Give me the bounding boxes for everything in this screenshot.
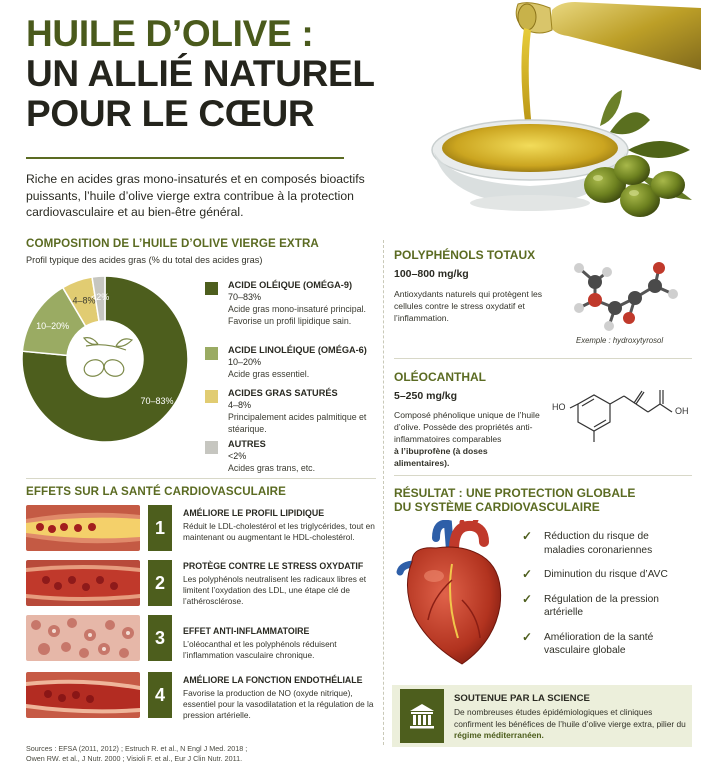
oleocanthal-ho-label: HO [552, 402, 566, 412]
effect-title: AMÉLIORE LA FONCTION ENDOTHÉLIALE [183, 675, 363, 685]
legend-percent: 4–8% [228, 400, 252, 410]
legend-description: Acide gras mono-insaturé principal. Favorise un profil lipidique sain. [228, 304, 366, 326]
effects-heading: EFFETS SUR LA SANTÉ CARDIOVASCULAIRE [26, 485, 286, 498]
effect-item [183, 508, 378, 543]
institution-icon [400, 689, 444, 743]
artery-oxidative-image [26, 560, 140, 606]
slice-oleic-label: 70–83% [140, 396, 174, 406]
checkmark-icon: ✓ [522, 629, 533, 644]
checklist-item [520, 593, 690, 620]
artery-lipid-image [26, 505, 140, 551]
effect-description: Les polyphénols neutralisent les radicaux libres et limitent l’oxydation des LDL, une étape clé de l’athérosclérose. [183, 574, 367, 607]
science-text [454, 693, 686, 742]
fatty-acid-donut-chart [22, 276, 188, 442]
oleocanthal-description [394, 409, 544, 469]
columns-building-icon [407, 701, 437, 731]
effect-item [183, 626, 378, 661]
legend-item-oleic [205, 280, 375, 327]
legend-swatch [205, 390, 218, 403]
legend-percent: <2% [228, 451, 247, 461]
effect-description: Favorise la production de NO (oxyde nitrique), essentiel pour la vasodilatation et la régulation de la pression artérielle. [183, 688, 374, 721]
sources-line-1: Sources : EFSA (2011, 2012) ; Estruch R. et al., N Engl J Med. 2018 ; [26, 744, 248, 753]
legend-item-saturated [205, 388, 375, 435]
slice-linoleic-label: 10–20% [36, 320, 70, 331]
oleocanthal-description-text: Composé phénolique unique de l’huile d’olive. Possède des propriétés anti-inflammatoires comparables [394, 410, 540, 444]
benefits-checklist [520, 530, 690, 669]
molecule-caption: Exemple : hydroxytyrosol [576, 336, 664, 345]
checkmark-icon: ✓ [522, 529, 533, 543]
effect-title: PROTÈGE CONTRE LE STRESS OXYDATIF [183, 561, 364, 571]
composition-subheading: Profil typique des acides gras (% du total des acides gras) [26, 255, 263, 265]
section-divider [394, 475, 692, 476]
science-title: SOUTENUE PAR LA SCIENCE [454, 693, 590, 704]
checklist-item-text: Réduction du risque de maladies coronariennes [544, 531, 653, 556]
legend-description: Principalement acides palmitique et stéarique. [228, 412, 367, 434]
effect-number: 1 [148, 505, 172, 551]
legend-item-others [205, 439, 375, 474]
section-divider [394, 358, 692, 359]
checklist-item-text: Régulation de la pression artérielle [544, 593, 659, 618]
effect-title: AMÉLIORE LE PROFIL LIPIDIQUE [183, 508, 325, 518]
result-heading-line-1: RÉSULTAT : UNE PROTECTION GLOBALE [394, 486, 636, 500]
polyphenols-amount: 100–800 mg/kg [394, 268, 469, 280]
oleocanthal-heading: OLÉOCANTHAL [394, 370, 486, 384]
inflammation-cells-image [26, 615, 140, 661]
polyphenols-heading: POLYPHÉNOLS TOTAUX [394, 248, 536, 262]
artery-endothelial-image [26, 672, 140, 718]
effect-description: L’oléocanthal et les polyphénols réduisent l’inflammation vasculaire chronique. [183, 639, 337, 661]
legend-percent: 70–83% [228, 292, 262, 302]
science-description-bold: régime méditerranéen. [454, 730, 544, 740]
column-divider [383, 240, 384, 745]
science-description [454, 707, 686, 742]
heart-anatomy-image [392, 520, 512, 670]
legend-title: AUTRES [228, 439, 266, 449]
legend-swatch [205, 282, 218, 295]
page-title [26, 14, 406, 134]
slice-saturated-label: 4–8% [72, 295, 96, 306]
section-divider [26, 478, 376, 479]
hydroxytyrosol-molecule-icon [565, 256, 695, 336]
checklist-item-text: Amélioration de la santé vasculaire globale [544, 631, 654, 656]
checkmark-icon: ✓ [522, 591, 533, 606]
legend-title: ACIDES GRAS SATURÉS [228, 388, 338, 398]
legend-description: Acides gras trans, etc. [228, 463, 316, 473]
legend-percent: 10–20% [228, 357, 262, 367]
olive-oil-hero-image [400, 0, 701, 235]
legend-title: ACIDE LINOLÉIQUE (OMÉGA-6) [228, 345, 367, 355]
legend-swatch [205, 347, 218, 360]
title-line-2: UN ALLIÉ NATUREL [26, 53, 375, 94]
sources [26, 744, 386, 764]
sources-line-2: Owen RW. et al., J Nutr. 2000 ; Visioli F. et al., Eur J Clin Nutr. 2011. [26, 754, 243, 763]
legend-description: Acide gras essentiel. [228, 369, 310, 379]
composition-heading: COMPOSITION DE L’HUILE D’OLIVE VIERGE EXTRA [26, 237, 319, 250]
result-heading [394, 486, 692, 514]
legend-title: ACIDE OLÉIQUE (OMÉGA-9) [228, 280, 353, 290]
result-heading-line-2: DU SYSTÈME CARDIOVASCULAIRE [394, 500, 600, 514]
legend-item-linoleic [205, 345, 375, 380]
effect-item [183, 675, 378, 722]
science-box [392, 685, 692, 747]
intro-text: Riche en acides gras mono-insaturés et en composés bioactifs puissants, l’huile d’olive vierge extra contribue à la protection cardiovasculaire et au bien-être général. [26, 172, 365, 219]
effect-number: 2 [148, 560, 172, 606]
oleocanthal-structure-icon [548, 384, 694, 460]
checklist-item [520, 568, 690, 582]
title-line-1: HUILE D’OLIVE : [26, 13, 314, 54]
title-rule [26, 157, 344, 159]
title-line-3: POUR LE CŒUR [26, 93, 315, 134]
effect-number: 4 [148, 672, 172, 718]
oleocanthal-description-bold: à l’ibuprofène (à doses alimentaires). [394, 446, 488, 468]
effect-title: EFFET ANTI-INFLAMMATOIRE [183, 626, 310, 636]
checklist-item [520, 530, 690, 557]
effect-number: 3 [148, 615, 172, 661]
polyphenols-description: Antioxydants naturels qui protègent les cellules contre le stress oxydatif et l’inflammation. [394, 289, 543, 323]
checklist-item [520, 631, 690, 658]
effect-item [183, 561, 378, 608]
checkmark-icon: ✓ [522, 567, 533, 581]
science-description-text: De nombreuses études épidémiologiques et cliniques confirment les bénéfices de l’huile d’olive vierge extra, pilier du [454, 707, 686, 729]
oleocanthal-oh-label: OH [675, 406, 689, 416]
oleocanthal-amount: 5–250 mg/kg [394, 390, 458, 402]
effect-description: Réduit le LDL-cholestérol et les triglycérides, tout en maintenant ou augmentant le HDL-cholestérol. [183, 521, 375, 543]
checklist-item-text: Diminution du risque d’AVC [544, 569, 668, 580]
legend-swatch [205, 441, 218, 454]
slice-others-label: <2% [91, 292, 110, 303]
